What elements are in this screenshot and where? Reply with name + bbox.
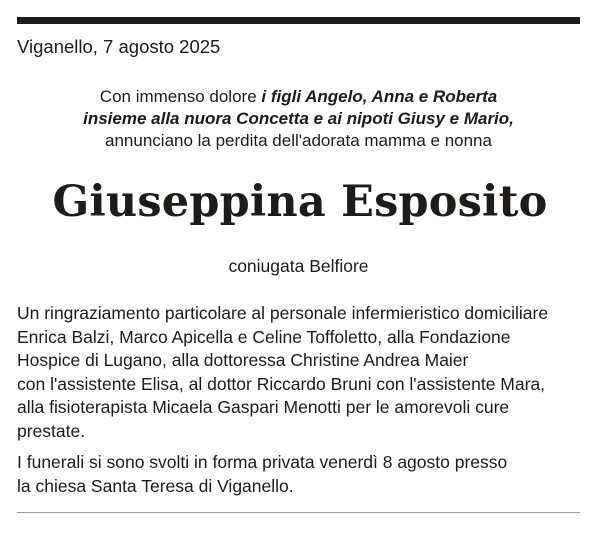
- announcement-children: i figli Angelo, Anna e Roberta: [261, 87, 498, 106]
- thanks-line: Enrica Balzi, Marco Apicella e Celine Toffoletto, alla Fondazione: [17, 326, 511, 347]
- thanks-line: prestate.: [17, 420, 86, 441]
- date-location: Viganello, 7 agosto 2025: [17, 36, 221, 57]
- funeral-paragraph: [17, 451, 587, 498]
- married-name: coniugata Belfiore: [228, 256, 369, 276]
- bottom-border-rule: [17, 512, 580, 513]
- announcement-intro: Con immenso dolore: [99, 87, 262, 106]
- thanks-line: Un ringraziamento particolare al personale infermieristico domiciliare: [17, 303, 549, 323]
- deceased-name: Giuseppina Esposito: [52, 177, 548, 227]
- thanks-paragraph: [17, 302, 587, 444]
- funeral-line: la chiesa Santa Teresa di Viganello.: [17, 475, 294, 496]
- announcement-closing: annunciano la perdita dell'adorata mamma e nonna: [105, 131, 492, 150]
- thanks-line: alla fisioterapista Micaela Gaspari Menotti per le amorevoli cure: [17, 397, 510, 418]
- top-border-rule: [17, 17, 580, 24]
- announcement-line-1: [17, 86, 580, 108]
- announcement-relatives: insieme alla nuora Concetta e ai nipoti Giusy e Mario,: [83, 109, 514, 128]
- thanks-line: Hospice di Lugano, alla dottoressa Christine Andrea Maier: [17, 350, 469, 371]
- thanks-line: con l'assistente Elisa, al dottor Riccardo Bruni con l'assistente Mara,: [17, 373, 546, 394]
- announcement: [17, 86, 580, 152]
- funeral-line: I funerali si sono svolti in forma privata venerdì 8 agosto presso: [17, 452, 508, 472]
